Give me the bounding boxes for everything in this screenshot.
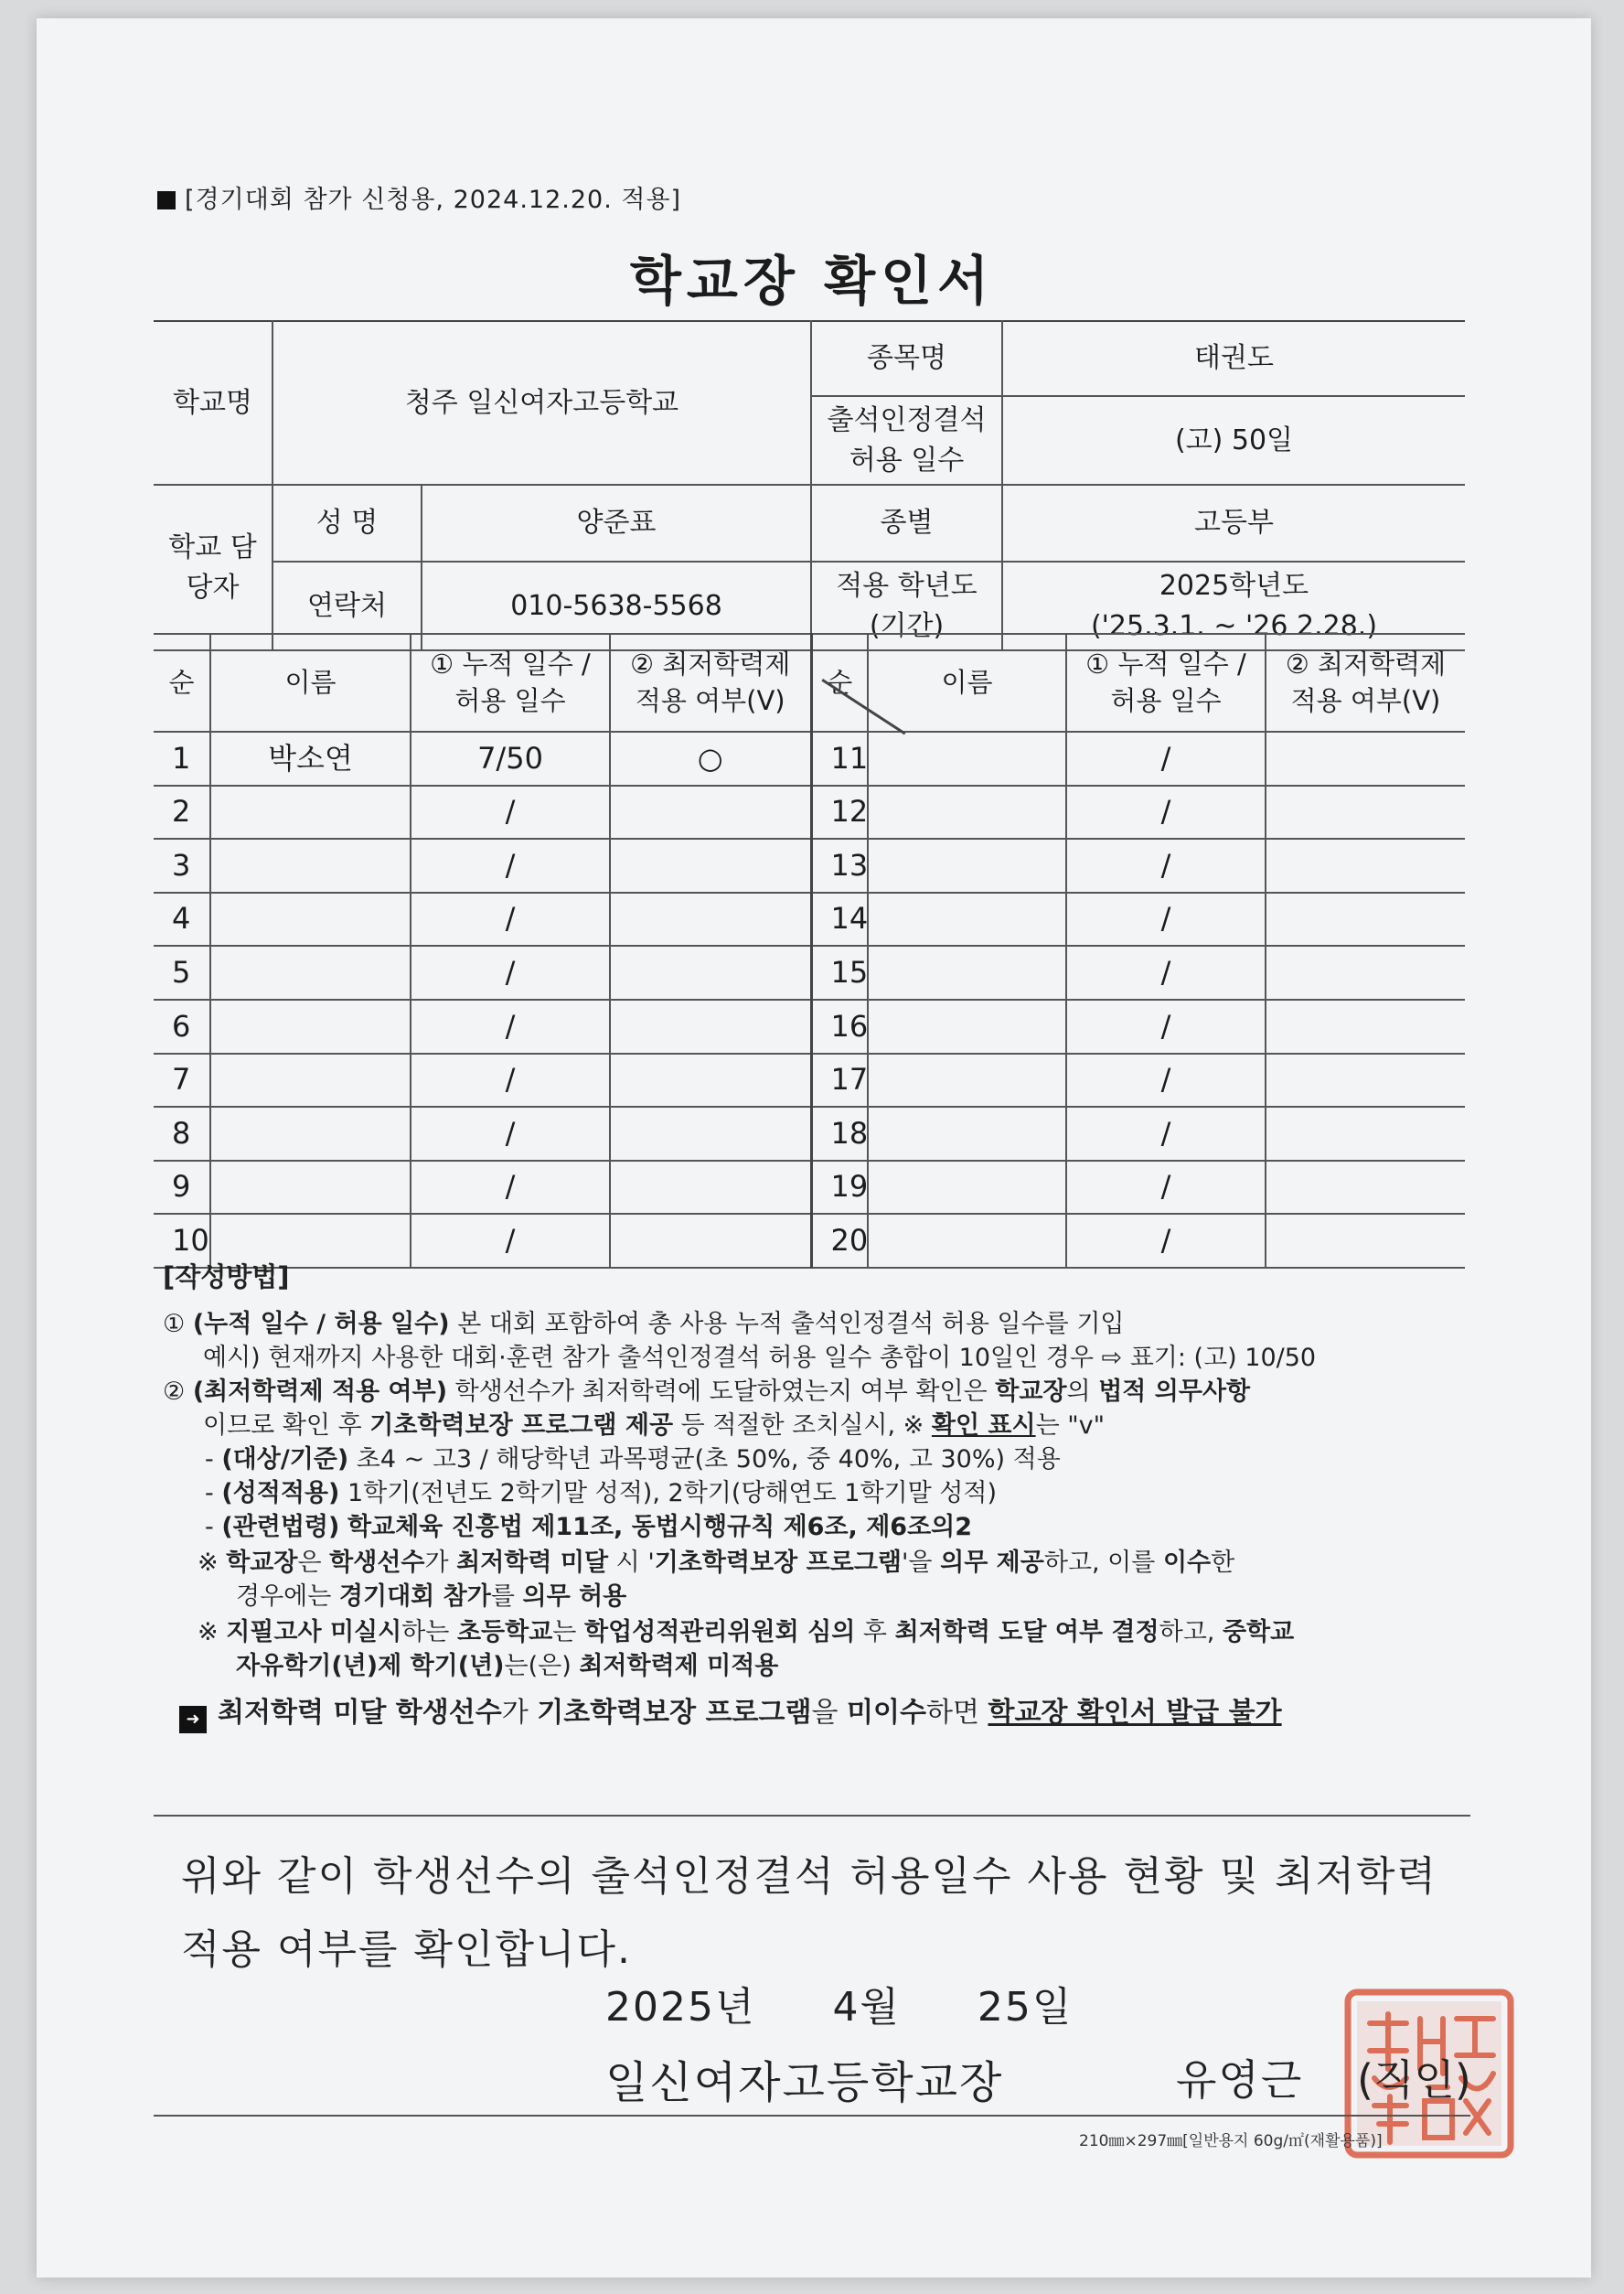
table-row — [154, 839, 1465, 893]
division-label: 종별 — [811, 485, 1002, 562]
instruction-note-1: ※ 학교장은 학생선수가 최저학력 미달 시 '기초학력보장 프로그램'을 의무 제공하고, 이를 이수한 — [198, 1549, 1235, 1577]
roster-cell-no: 20 — [811, 1214, 868, 1268]
statement-line-2: 적용 여부를 확인합니다. — [181, 1926, 632, 1973]
roster-cell-check — [1266, 786, 1465, 840]
student-roster-table — [154, 633, 1465, 1269]
table-row — [154, 786, 1465, 840]
roster-cell-no: 3 — [154, 839, 210, 893]
roster-cell-days: / — [1066, 786, 1266, 840]
instruction-final-warning: ➜ 최저학력 미달 학생선수가 기초학력보장 프로그램을 미이수하면 학교장 확인서 발급 불가 — [163, 1696, 1461, 1733]
allowed-days-label: 출석인정결석 허용 일수 — [811, 396, 1002, 485]
roster-cell-days: / — [1066, 1161, 1266, 1215]
col-min-header: ② 최저학력제 적용 여부(V) — [1266, 634, 1465, 732]
roster-cell-days: / — [411, 1107, 610, 1161]
allowed-days-value: (고) 50일 — [1002, 396, 1465, 485]
roster-cell-days: / — [1066, 1107, 1266, 1161]
roster-cell-days: / — [411, 946, 610, 1000]
black-square-icon — [157, 191, 176, 209]
roster-cell-no: 10 — [154, 1214, 210, 1268]
roster-cell-no: 9 — [154, 1161, 210, 1215]
roster-cell-name: 박소연 — [210, 732, 411, 786]
sport-label: 종목명 — [811, 321, 1002, 396]
roster-cell-no: 7 — [154, 1054, 210, 1108]
staff-label: 학교 담당자 — [154, 485, 272, 650]
roster-cell-days: 7/50 — [411, 732, 610, 786]
school-name-label: 학교명 — [154, 321, 272, 485]
roster-cell-days: / — [411, 839, 610, 893]
roster-cell-check — [610, 839, 811, 893]
year-value: 2025학년도 — [1159, 570, 1309, 602]
roster-cell-check — [610, 786, 811, 840]
roster-cell-no: 19 — [811, 1161, 868, 1215]
roster-cell-days: / — [411, 1000, 610, 1054]
table-row — [154, 893, 1465, 947]
arrow-box-icon: ➜ — [179, 1706, 207, 1733]
roster-cell-days: / — [411, 1054, 610, 1108]
table-row — [154, 1161, 1465, 1215]
col-days-header: ① 누적 일수 / 허용 일수 — [1066, 634, 1266, 732]
table-row — [154, 1107, 1465, 1161]
col-days-header: ① 누적 일수 / 허용 일수 — [411, 634, 610, 732]
roster-cell-name — [210, 893, 411, 947]
roster-cell-no: 4 — [154, 893, 210, 947]
school-info-table — [154, 320, 1465, 651]
roster-cell-no: 11 — [811, 732, 868, 786]
roster-cell-name — [868, 1161, 1066, 1215]
instructions-heading: [작성방법] — [163, 1261, 290, 1292]
school-name-value: 청주 일신여자고등학교 — [272, 321, 811, 485]
instruction-item-1: ① (누적 일수 / 허용 일수) 본 대회 포함하여 총 사용 누적 출석인정결석 허용 일수를 기입 — [163, 1310, 1125, 1338]
confirmation-statement — [181, 1840, 1480, 1987]
roster-cell-name — [868, 893, 1066, 947]
instruction-item-2-line2: 이므로 확인 후 기초학력보장 프로그램 제공 등 적절한 조치실시, ※ 확인 표시는 "v" — [203, 1411, 1106, 1440]
roster-cell-days: / — [1066, 732, 1266, 786]
roster-cell-no: 5 — [154, 946, 210, 1000]
roster-cell-no: 8 — [154, 1107, 210, 1161]
roster-cell-days: / — [1066, 1214, 1266, 1268]
roster-cell-check — [1266, 1161, 1465, 1215]
roster-cell-name — [868, 1000, 1066, 1054]
document-usage-note: [경기대회 참가 신청용, 2024.12.20. 적용] — [157, 179, 681, 215]
roster-cell-days: / — [411, 1214, 610, 1268]
col-name-header: 이름 — [868, 634, 1066, 732]
roster-cell-check — [1266, 893, 1465, 947]
roster-cell-days: / — [1066, 1000, 1266, 1054]
staff-name-value: 양준표 — [422, 485, 811, 562]
contact-value: 010-5638-5568 — [422, 562, 811, 650]
instruction-item-1-example: 예시) 현재까지 사용한 대회·훈련 참가 출석인정결석 허용 일수 총합이 10일인 경우 ⇨ 표기: (고) 10/50 — [203, 1344, 1317, 1372]
sport-value: 태권도 — [1002, 321, 1465, 396]
roster-cell-days: / — [411, 893, 610, 947]
roster-cell-days: / — [1066, 839, 1266, 893]
document-title: 학교장 확인서 — [629, 250, 995, 312]
roster-cell-name — [868, 839, 1066, 893]
table-row — [154, 1054, 1465, 1108]
year-label: 적용 학년도 (기간) — [811, 562, 1002, 650]
signature-date: 2025년 4월 25일 — [605, 1984, 1074, 2031]
instructions-section — [163, 1260, 1461, 1733]
signature-school: 일신여자고등학교장 — [605, 2057, 1004, 2108]
roster-cell-check — [610, 946, 811, 1000]
roster-cell-check — [1266, 732, 1465, 786]
roster-cell-name — [868, 786, 1066, 840]
roster-cell-no: 18 — [811, 1107, 868, 1161]
roster-cell-check — [610, 1000, 811, 1054]
roster-cell-no: 6 — [154, 1000, 210, 1054]
year-period: ('25.3.1. ~ '26 2.28.) — [1090, 609, 1378, 642]
paper-spec-note: 210㎜×297㎜[일반용지 60g/㎡(재활용품)] — [1079, 2132, 1383, 2150]
instruction-item-2: ② (최저학력제 적용 여부) 학생선수가 최저학력에 도달하였는지 여부 확인은 학교장의 법적 의무사항 — [163, 1377, 1251, 1406]
roster-cell-no: 16 — [811, 1000, 868, 1054]
instruction-sub-law: - (관련법령) 학교체육 진흥법 제11조, 동법시행규칙 제6조, 제6조의2 — [205, 1513, 973, 1541]
col-name-header: 이름 — [210, 634, 411, 732]
roster-cell-name — [868, 1107, 1066, 1161]
roster-cell-check — [1266, 839, 1465, 893]
contact-label: 연락처 — [272, 562, 422, 650]
roster-cell-no: 12 — [811, 786, 868, 840]
roster-cell-check — [610, 1107, 811, 1161]
roster-cell-no: 13 — [811, 839, 868, 893]
instruction-note-2-line2: 자유학기(년)제 학기(년)는(은) 최저학력제 미적용 — [236, 1652, 779, 1680]
roster-cell-name — [868, 946, 1066, 1000]
roster-cell-no: 17 — [811, 1054, 868, 1108]
instruction-note-2: ※ 지필고사 미실시하는 초등학교는 학업성적관리위원회 심의 후 최저학력 도달 여부 결정하고, 중학교 — [198, 1618, 1295, 1646]
roster-cell-name — [868, 732, 1066, 786]
roster-cell-check — [610, 893, 811, 947]
roster-cell-no: 1 — [154, 732, 210, 786]
table-row — [154, 946, 1465, 1000]
roster-cell-name — [210, 1107, 411, 1161]
roster-cell-no: 15 — [811, 946, 868, 1000]
roster-cell-no: 14 — [811, 893, 868, 947]
statement-line-1: 위와 같이 학생선수의 출석인정결석 허용일수 사용 현황 및 최저학력 — [181, 1853, 1437, 1900]
roster-cell-name — [210, 946, 411, 1000]
table-row — [154, 732, 1465, 786]
roster-cell-name — [210, 839, 411, 893]
roster-cell-check: ○ — [610, 732, 811, 786]
roster-cell-name — [210, 1000, 411, 1054]
col-no-header: 순 — [811, 634, 868, 732]
division-value: 고등부 — [1002, 485, 1465, 562]
roster-cell-check — [610, 1054, 811, 1108]
col-min-header: ② 최저학력제 적용 여부(V) — [610, 634, 811, 732]
staff-name-label: 성 명 — [272, 485, 422, 562]
roster-cell-check — [1266, 1000, 1465, 1054]
instruction-sub-grades: - (성적적용) 1학기(전년도 2학기말 성적), 2학기(당해연도 1학기말 성적) — [205, 1479, 998, 1507]
instruction-note-1-line2: 경우에는 경기대회 참가를 의무 허용 — [236, 1582, 627, 1611]
roster-cell-check — [610, 1161, 811, 1215]
footer-divider — [154, 2115, 1470, 2117]
roster-cell-name — [210, 1054, 411, 1108]
roster-cell-check — [1266, 1054, 1465, 1108]
roster-cell-days: / — [1066, 946, 1266, 1000]
roster-cell-days: / — [411, 1161, 610, 1215]
roster-cell-name — [210, 1161, 411, 1215]
roster-cell-name — [210, 786, 411, 840]
col-no-header: 순 — [154, 634, 210, 732]
roster-cell-no: 2 — [154, 786, 210, 840]
principal-name: 유영근 — [1176, 2055, 1304, 2105]
seal-label: (직인) — [1357, 2055, 1471, 2105]
roster-cell-days: / — [1066, 893, 1266, 947]
roster-cell-days: / — [1066, 1054, 1266, 1108]
roster-cell-check — [1266, 1107, 1465, 1161]
roster-cell-check — [1266, 946, 1465, 1000]
table-row — [154, 1000, 1465, 1054]
instruction-sub-target: - (대상/기준) 초4 ~ 고3 / 해당학년 과목평균(초 50%, 중 40%, 고 30%) 적용 — [205, 1445, 1061, 1474]
roster-cell-name — [868, 1054, 1066, 1108]
divider-line — [154, 1815, 1470, 1817]
roster-cell-days: / — [411, 786, 610, 840]
